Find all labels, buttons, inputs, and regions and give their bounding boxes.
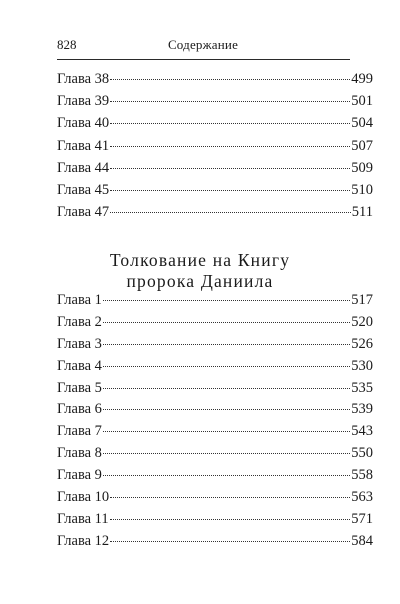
dot-leader [110, 101, 350, 102]
toc-entry-label: Глава 45 [57, 181, 110, 198]
page-number: 828 [57, 37, 77, 52]
toc-entry-page: 584 [351, 532, 373, 549]
section-title-line-1: Толкование на Книгу [109, 250, 291, 270]
toc-entry-label: Глава 47 [57, 204, 110, 221]
toc-entry-label: Глава 9 [57, 467, 102, 484]
dot-leader [103, 431, 350, 432]
toc-entry[interactable] [57, 489, 373, 511]
dot-leader [103, 366, 350, 367]
toc-entry[interactable] [57, 71, 373, 93]
toc-entry-label: Глава 38 [57, 71, 110, 87]
header-rule [57, 59, 350, 60]
toc-list-daniel [57, 292, 373, 555]
toc-entry[interactable] [57, 138, 373, 160]
toc-entry[interactable] [57, 401, 373, 423]
toc-entry[interactable] [57, 115, 373, 137]
toc-entry-label: Глава 6 [57, 401, 102, 418]
section-title-line-2: пророка Даниила [126, 271, 274, 291]
toc-entry-page: 563 [351, 489, 373, 506]
toc-entry-page: 511 [351, 204, 373, 221]
dot-leader [103, 475, 350, 476]
toc-entry-label: Глава 41 [57, 137, 110, 154]
toc-entry-page: 510 [351, 181, 373, 198]
toc-entry-label: Глава 2 [57, 313, 102, 330]
toc-entry[interactable] [57, 93, 373, 115]
toc-entry-label: Глава 10 [57, 489, 110, 506]
toc-entry-page: 507 [351, 137, 373, 154]
toc-entry-page: 501 [351, 93, 373, 110]
toc-entry-page: 571 [351, 510, 373, 527]
dot-leader [103, 453, 350, 454]
toc-entry-label: Глава 11 [57, 510, 109, 527]
dot-leader [110, 541, 350, 542]
toc-entry[interactable] [57, 511, 373, 533]
dot-leader [103, 409, 350, 410]
dot-leader [110, 146, 350, 147]
toc-entry[interactable] [57, 467, 373, 489]
toc-entry[interactable] [57, 445, 373, 467]
dot-leader [110, 519, 351, 520]
toc-entry-page: 504 [351, 115, 373, 132]
toc-entry[interactable] [57, 423, 373, 445]
toc-entry-label: Глава 5 [57, 379, 102, 396]
toc-entry[interactable] [57, 336, 373, 358]
running-head [57, 37, 349, 55]
toc-entry[interactable] [57, 182, 373, 204]
toc-entry-label: Глава 40 [57, 115, 110, 132]
toc-entry[interactable] [57, 380, 373, 402]
toc-entry-page: 520 [351, 313, 373, 330]
dot-leader [103, 388, 350, 389]
toc-entry-label: Глава 1 [57, 292, 102, 308]
dot-leader [110, 168, 350, 169]
dot-leader [103, 322, 350, 323]
toc-entry-label: Глава 4 [57, 357, 102, 374]
dot-leader [110, 212, 351, 213]
toc-entry[interactable] [57, 204, 373, 226]
toc-entry[interactable] [57, 314, 373, 336]
toc-entry[interactable] [57, 358, 373, 380]
toc-entry-page: 499 [351, 71, 373, 87]
toc-entry-page: 530 [351, 357, 373, 374]
toc-entry-page: 535 [351, 379, 373, 396]
toc-entry-label: Глава 44 [57, 159, 110, 176]
toc-entry-page: 526 [351, 335, 373, 352]
dot-leader [110, 190, 350, 191]
dot-leader [103, 344, 350, 345]
toc-entry[interactable] [57, 533, 373, 555]
toc-entry[interactable] [57, 292, 373, 314]
toc-entry-page: 517 [351, 292, 373, 308]
dot-leader [110, 123, 350, 124]
toc-entry-page: 539 [351, 401, 373, 418]
dot-leader [110, 79, 350, 80]
dot-leader [103, 300, 350, 301]
toc-list-previous-book [57, 71, 373, 226]
toc-entry-page: 550 [351, 445, 373, 462]
toc-entry-label: Глава 3 [57, 335, 102, 352]
toc-entry-page: 509 [351, 159, 373, 176]
dot-leader [110, 497, 350, 498]
toc-entry-page: 543 [351, 423, 373, 440]
toc-entry-page: 558 [351, 467, 373, 484]
toc-entry-label: Глава 39 [57, 93, 110, 110]
toc-entry-label: Глава 8 [57, 445, 102, 462]
toc-entry[interactable] [57, 160, 373, 182]
running-head-title: Содержание [167, 37, 239, 52]
toc-entry-label: Глава 7 [57, 423, 102, 440]
toc-entry-label: Глава 12 [57, 532, 110, 549]
